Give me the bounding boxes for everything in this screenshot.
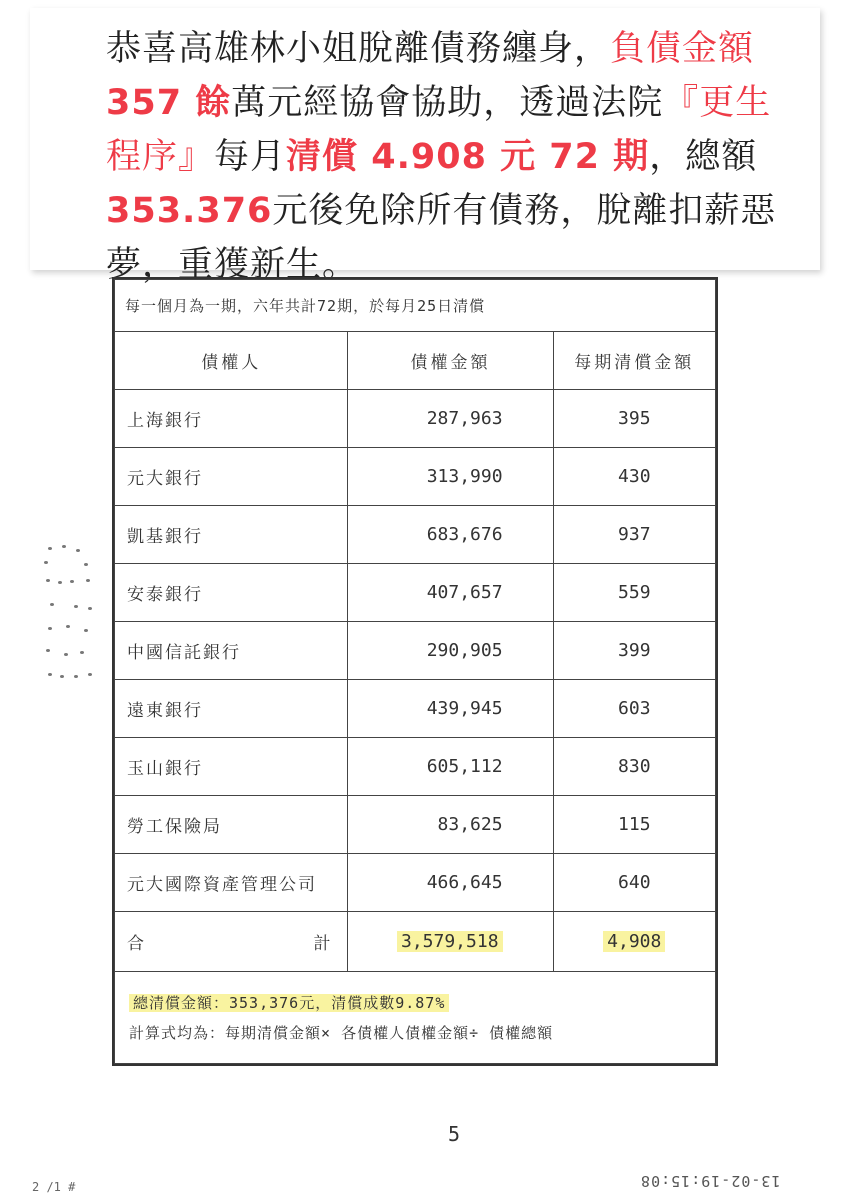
table-caption-row <box>115 280 716 332</box>
footer-total-repayment: 總清償金額：353,376元，清償成數9.87% <box>129 994 449 1012</box>
table-total-row <box>115 912 716 972</box>
per-period-amount: 399 <box>553 622 715 680</box>
creditor-amount: 83,625 <box>348 796 553 854</box>
creditor-amount: 287,963 <box>348 390 553 448</box>
per-period-amount: 115 <box>553 796 715 854</box>
creditor-name: 上海銀行 <box>115 390 348 448</box>
table-row <box>115 854 716 912</box>
creditor-name: 勞工保險局 <box>115 796 348 854</box>
table-row <box>115 680 716 738</box>
footer-formula: 計算式均為：每期清償金額× 各債權人債權金額÷ 債權總額 <box>129 1023 554 1042</box>
header-per-period: 每期清償金額 <box>553 332 715 390</box>
headline-text-4: ，總額 <box>649 137 758 177</box>
total-per-period: 4,908 <box>603 931 665 952</box>
table-row <box>115 448 716 506</box>
creditor-name: 元大銀行 <box>115 448 348 506</box>
creditor-amount: 683,676 <box>348 506 553 564</box>
table-footer-row <box>115 972 716 1064</box>
fax-header-left: 2 /1 # <box>32 1180 76 1194</box>
total-label-right: 計 <box>313 934 333 954</box>
headline-text-3: 每月 <box>214 137 287 177</box>
creditor-amount: 605,112 <box>348 738 553 796</box>
per-period-amount: 937 <box>553 506 715 564</box>
table-header-row <box>115 332 716 390</box>
headline-highlight-total: 353.376 <box>106 191 273 231</box>
creditor-amount: 407,657 <box>348 564 553 622</box>
per-period-amount: 395 <box>553 390 715 448</box>
total-amount: 3,579,518 <box>397 931 503 952</box>
table-footer <box>115 972 716 1064</box>
creditor-amount: 466,645 <box>348 854 553 912</box>
fax-timestamp: 13-02-19:15:08 <box>640 1172 781 1190</box>
repayment-table <box>114 279 716 1064</box>
table-row <box>115 564 716 622</box>
headline-text-5: 元後免除所有債務，脫離扣薪惡夢，重獲新生。 <box>106 191 777 285</box>
per-period-amount: 830 <box>553 738 715 796</box>
per-period-amount: 559 <box>553 564 715 622</box>
table-row <box>115 738 716 796</box>
repayment-table-sheet <box>112 277 718 1066</box>
headline-banner <box>30 8 820 285</box>
total-amount-cell <box>348 912 553 972</box>
creditor-name: 中國信託銀行 <box>115 622 348 680</box>
table-row <box>115 796 716 854</box>
page-number: 5 <box>448 1122 461 1146</box>
table-caption: 每一個月為一期，六年共計72期，於每月25日清償 <box>115 280 716 332</box>
headline-text-1: 恭喜高雄林小姐脫離債務纏身， <box>106 29 611 69</box>
total-label-left: 合 <box>127 934 146 954</box>
scan-specks <box>40 545 100 685</box>
creditor-name: 元大國際資產管理公司 <box>115 854 348 912</box>
table-row <box>115 390 716 448</box>
creditor-name: 凱基銀行 <box>115 506 348 564</box>
header-creditor: 債權人 <box>115 332 348 390</box>
creditor-name: 遠東銀行 <box>115 680 348 738</box>
creditor-amount: 313,990 <box>348 448 553 506</box>
creditor-amount: 439,945 <box>348 680 553 738</box>
headline-highlight-monthly: 清償 4.908 元 72 期 <box>286 137 650 177</box>
per-period-amount: 640 <box>553 854 715 912</box>
creditor-name: 玉山銀行 <box>115 738 348 796</box>
header-amount: 債權金額 <box>348 332 553 390</box>
table-row <box>115 506 716 564</box>
headline-text-2: 萬元經協會協助，透過法院 <box>231 83 664 123</box>
per-period-amount: 430 <box>553 448 715 506</box>
headline-highlight-procedure: 『更生程序』 <box>106 83 772 177</box>
total-per-period-cell <box>553 912 715 972</box>
table-row <box>115 622 716 680</box>
headline-highlight-amount: 357 餘 <box>106 83 232 123</box>
total-label <box>115 912 348 972</box>
creditor-name: 安泰銀行 <box>115 564 348 622</box>
per-period-amount: 603 <box>553 680 715 738</box>
headline-highlight-debt: 負債金額 <box>610 29 755 69</box>
creditor-amount: 290,905 <box>348 622 553 680</box>
